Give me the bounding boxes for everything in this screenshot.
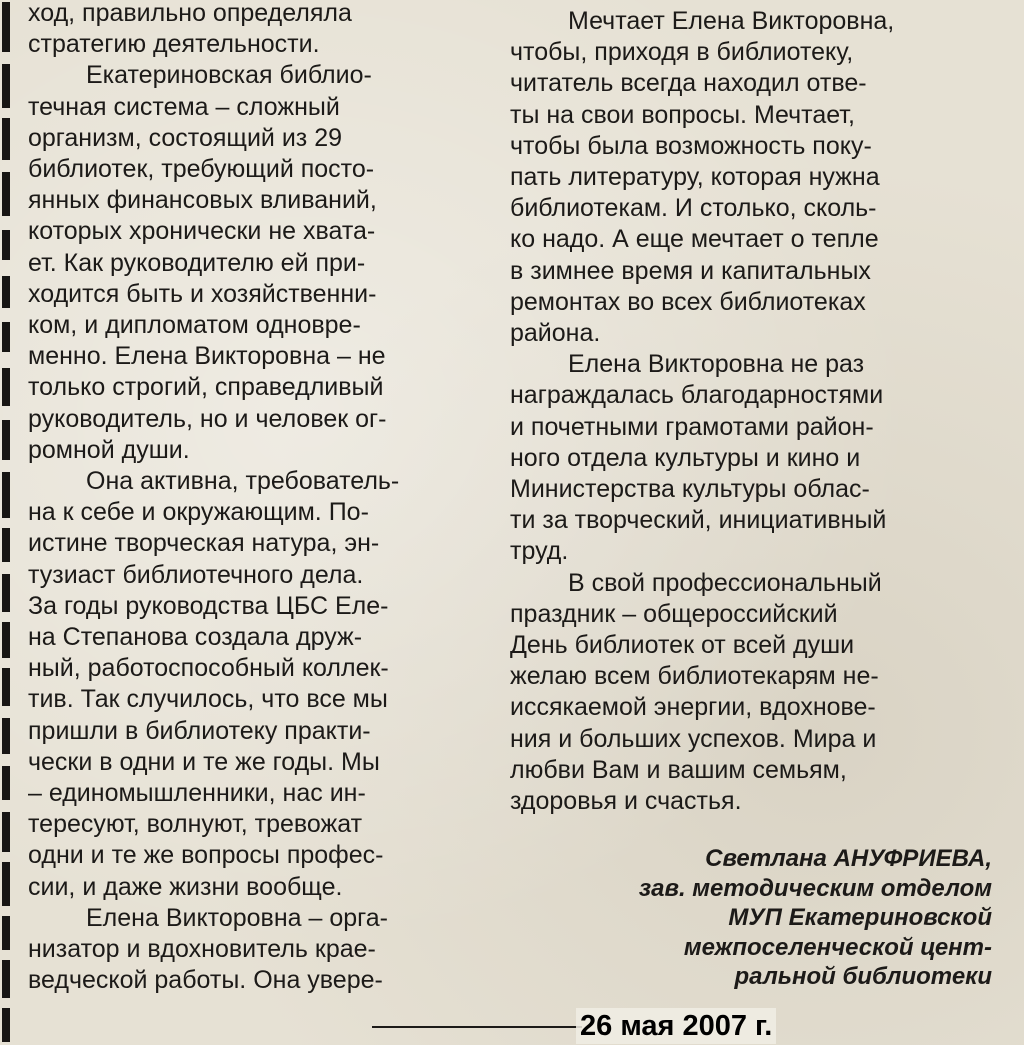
author-signature	[492, 844, 992, 992]
signature-org-line-3: ральной библиотеки	[734, 963, 992, 990]
signature-org-line-2: межпоселенческой цент-	[683, 933, 992, 961]
paragraph-local-history: Елена Викторовна – орга- низатор и вдохновитель крае- ведческой работы. Она увере-	[28, 903, 388, 995]
signature-org-line-1: МУП Екатериновской	[728, 904, 992, 931]
left-text-column	[28, 0, 480, 997]
signature-name: Светлана АНУФРИЕВА,	[705, 845, 992, 872]
paragraph-library-system: Екатериновская библио- течная система – сложный организм, состоящий из 29 библиотек, требующий посто- янных финансовых вливаний, которых хронически не хвата- ет. Как руководителю ей при- ходится быть и хозяйственни- ком, и дипломатом одновре- менно. Елена Викторовна – не только строгий, справедливый руководитель, но и человек ог- ромной души.	[28, 61, 387, 464]
paragraph-awards: Елена Викторовна не раз награждалась благодарностями и почетными грамотами район- ного отдела культуры и кино и Министерства культуры облас- ти за творческий, инициативный труд.	[510, 350, 887, 566]
right-text-column	[510, 0, 988, 817]
paragraph-active-nature: Она активна, требователь- на к себе и окружающим. По- истине творческая натура, эн- тузиаст библиотечного дела. За годы руководства ЦБС Еле- на Степанова создала друж- ный, работоспособный коллек- тив. Так случилось, что все мы пришли в библиотеку практи- чески в одни и те же годы. Мы – единомышленники, нас ин- тересуют, волнуют, тревожат одни и те же вопросы профес- сии, и даже жизни вообще.	[28, 467, 400, 901]
signature-position: зав. методическим отделом	[638, 874, 992, 902]
bottom-divider	[372, 1026, 582, 1028]
paragraph-strategy: ход, правильно определяла стратегию деятельности.	[28, 0, 352, 59]
paragraph-greetings: В свой профессиональный праздник – общероссийский День библиотек от всей души желаю всем библиотекарям не- иссякаемой энергии, вдохнове- ния и больших успехов. Мира и любви Вам и вашим семьям, здоровья и счастья.	[510, 568, 882, 816]
publication-date: 26 мая 2007 г.	[576, 1008, 776, 1044]
column-rule-bars	[2, 0, 12, 1045]
paragraph-dreams: Мечтает Елена Викторовна, чтобы, приходя в библиотеку, читатель всегда находил отве- ты на свои вопросы. Мечтает, чтобы была возможность поку- пать литературу, которая нужна библиотекам. И столько, сколь- ко надо. А еще мечтает о тепле в зимнее время и капитальных ремонтах во всех библиотеках района.	[510, 7, 895, 348]
